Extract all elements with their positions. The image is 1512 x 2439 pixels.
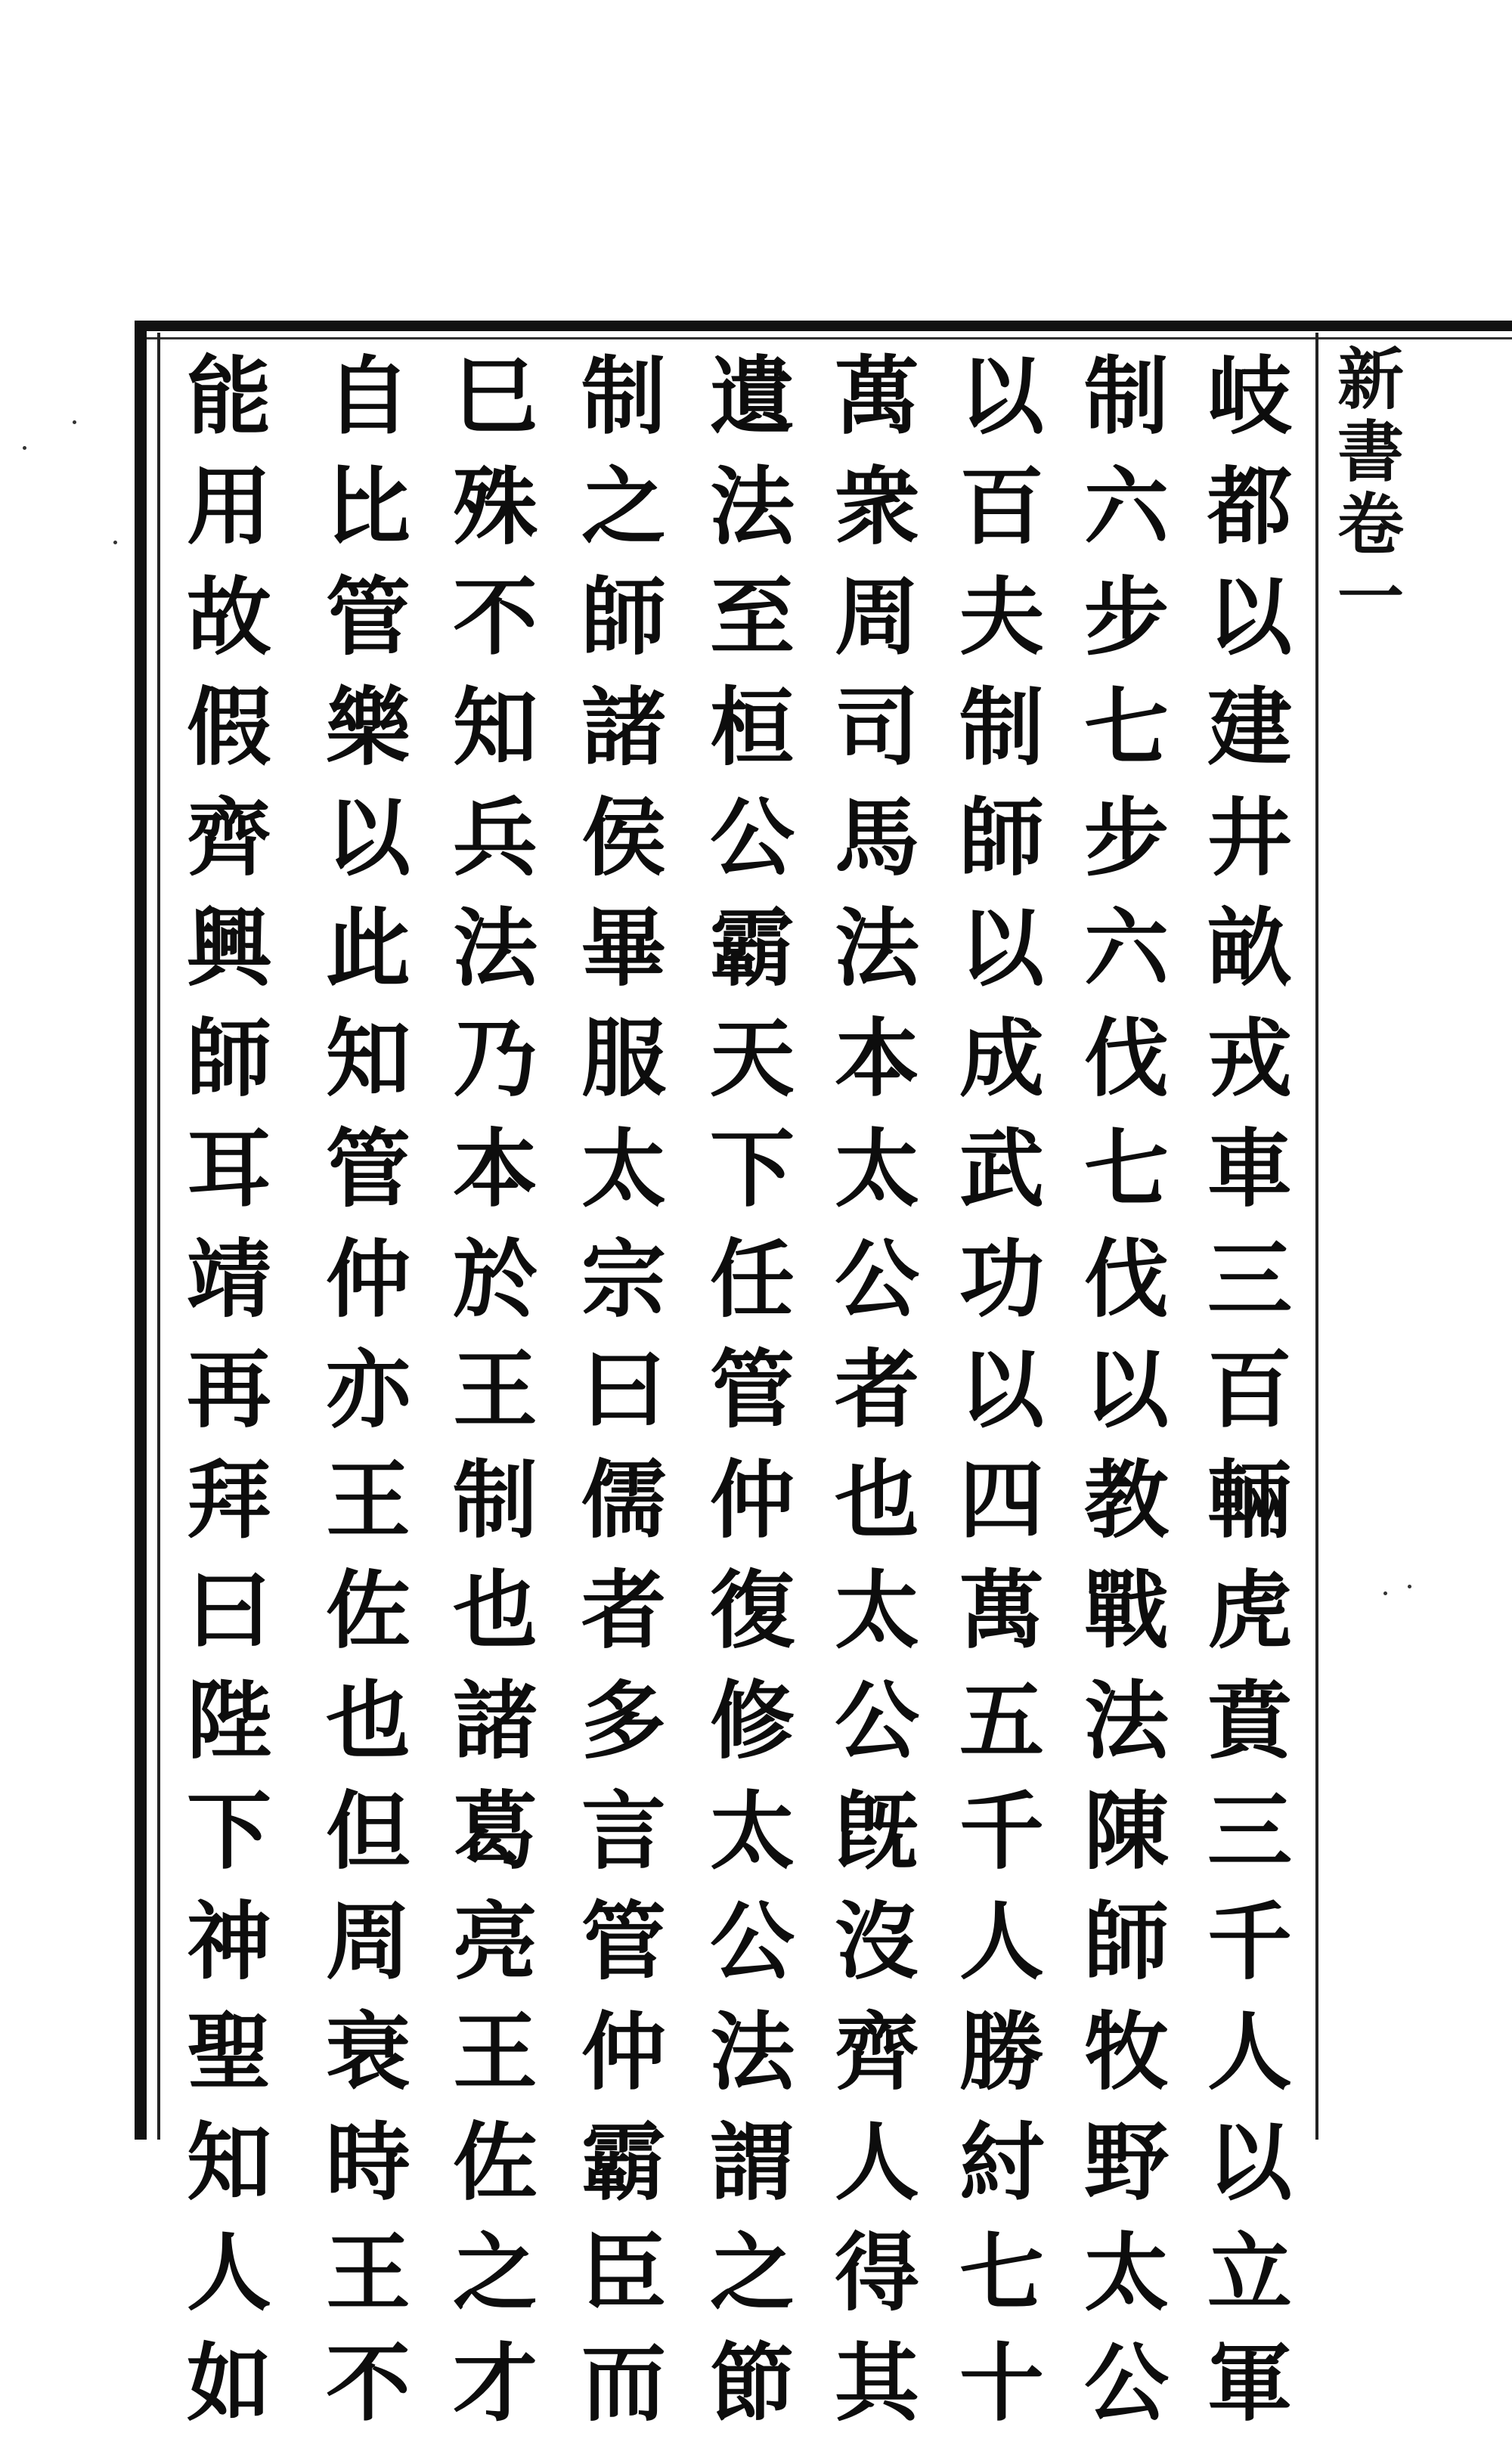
character: 才 (453, 2334, 538, 2433)
character: 佐 (326, 1561, 411, 1660)
character: 管 (581, 1892, 666, 1991)
character: 步 (1084, 568, 1169, 667)
character: 馬 (835, 789, 919, 888)
character: 三 (1207, 1230, 1292, 1329)
character: 神 (187, 1892, 271, 1991)
character: 法 (710, 457, 795, 556)
character: 言 (581, 1782, 666, 1881)
heading-column-rule (1315, 333, 1318, 2140)
character: 伐 (1084, 1230, 1169, 1329)
character: 諸 (581, 678, 666, 777)
character: 功 (959, 1230, 1044, 1329)
character: 仲 (581, 2003, 666, 2102)
character: 千 (959, 1782, 1044, 1881)
character: 沒 (835, 1892, 919, 1991)
character: 管 (710, 1340, 795, 1440)
character: 之 (710, 2224, 795, 2323)
character: 自 (326, 347, 411, 446)
character: 耳 (187, 1120, 271, 1219)
character: 也 (835, 1451, 919, 1550)
character: 霸 (710, 899, 795, 998)
character: 用 (187, 457, 271, 556)
character: 人 (187, 2224, 271, 2323)
character: 王 (326, 2224, 411, 2323)
text-column (172, 342, 286, 2439)
character: 樂 (326, 678, 411, 777)
character: 臣 (581, 2224, 666, 2323)
character: 制 (959, 678, 1044, 777)
character: 葛 (453, 1782, 538, 1881)
character: 司 (835, 678, 919, 777)
character: 太 (581, 1120, 666, 1219)
ink-speck (1408, 1585, 1411, 1588)
character: 戎 (1207, 1009, 1292, 1108)
character: 三 (1207, 1782, 1292, 1881)
character: 能 (187, 347, 271, 446)
character: 戰 (1084, 1561, 1169, 1660)
character: 陳 (1084, 1782, 1169, 1881)
character: 之 (581, 457, 666, 556)
character: 六 (1084, 899, 1169, 998)
character: 車 (1207, 1120, 1292, 1219)
character: 亮 (453, 1892, 538, 1991)
character: 萬 (835, 347, 919, 446)
character: 師 (581, 568, 666, 667)
character: 輛 (1207, 1451, 1292, 1550)
character: 乃 (453, 1009, 538, 1108)
character: 修 (710, 1672, 795, 1771)
character: 謂 (710, 2113, 795, 2212)
character: 管 (326, 1120, 411, 1219)
character: 者 (835, 1340, 919, 1440)
character: 本 (453, 1120, 538, 1219)
character: 夫 (959, 568, 1044, 667)
character: 桓 (710, 678, 795, 777)
character: 假 (187, 678, 271, 777)
character: 周 (326, 1892, 411, 1991)
character: 知 (187, 2113, 271, 2212)
character: 者 (581, 1561, 666, 1660)
character: 制 (453, 1451, 538, 1550)
character: 興 (187, 899, 271, 998)
character: 四 (959, 1451, 1044, 1550)
character: 人 (835, 2113, 919, 2212)
character: 紂 (959, 2113, 1044, 2212)
character: 太 (835, 1561, 919, 1660)
character: 再 (187, 1340, 271, 1440)
frame-left-inner-rule (157, 333, 160, 2140)
character: 仲 (710, 1451, 795, 1550)
character: 立 (1207, 2224, 1292, 2323)
character: 拜 (187, 1451, 271, 1550)
character: 靖 (187, 1230, 271, 1329)
character: 虎 (1207, 1561, 1292, 1660)
character: 下 (710, 1120, 795, 1219)
character: 以 (1207, 568, 1292, 667)
character: 畢 (581, 899, 666, 998)
ink-speck (73, 420, 76, 424)
character: 公 (710, 1892, 795, 1991)
character: 人 (1207, 2003, 1292, 2102)
character: 武 (959, 1120, 1044, 1219)
character: 制 (581, 347, 666, 446)
character: 宗 (581, 1230, 666, 1329)
character: 以 (959, 347, 1044, 446)
character: 儒 (581, 1451, 666, 1550)
character: 得 (835, 2224, 919, 2323)
character: 巳 (453, 347, 538, 446)
character: 太 (710, 1782, 795, 1881)
character: 旣 (835, 1782, 919, 1881)
character: 復 (710, 1561, 795, 1660)
character: 節 (710, 2334, 795, 2433)
character: 遺 (710, 347, 795, 446)
character: 都 (1207, 457, 1292, 556)
character: 陛 (187, 1672, 271, 1771)
character: 法 (835, 899, 919, 998)
page-heading: 新書卷一 (1327, 344, 1405, 634)
text-column (311, 342, 425, 2439)
character: 曰 (187, 1561, 271, 1660)
character: 六 (1084, 457, 1169, 556)
character: 公 (835, 1230, 919, 1329)
character: 不 (453, 568, 538, 667)
character: 仲 (326, 1230, 411, 1329)
text-column (438, 342, 552, 2439)
character: 師 (1084, 1892, 1169, 1991)
ink-speck (23, 446, 26, 450)
character: 以 (959, 1340, 1044, 1440)
character: 千 (1207, 1892, 1292, 1991)
character: 岐 (1207, 347, 1292, 446)
character: 任 (710, 1230, 795, 1329)
text-column (1193, 342, 1306, 2439)
character: 知 (453, 678, 538, 777)
character: 不 (326, 2334, 411, 2433)
character: 王 (326, 1451, 411, 1550)
character: 王 (453, 1340, 538, 1440)
character: 天 (710, 1009, 795, 1108)
text-column (1070, 342, 1183, 2439)
text-column (567, 342, 680, 2439)
character: 管 (326, 568, 411, 667)
character: 諸 (453, 1672, 538, 1771)
character: 牧 (1084, 2003, 1169, 2102)
character: 公 (710, 789, 795, 888)
character: 五 (959, 1672, 1044, 1771)
character: 太 (835, 1120, 919, 1219)
character: 王 (453, 2003, 538, 2102)
character: 周 (835, 568, 919, 667)
text-column (945, 342, 1058, 2439)
character: 法 (1084, 1672, 1169, 1771)
frame-top-inner-rule (147, 337, 1512, 339)
character: 井 (1207, 789, 1292, 888)
character: 亦 (326, 1340, 411, 1440)
character: 畝 (1207, 899, 1292, 998)
character: 公 (1084, 2334, 1169, 2433)
character: 至 (710, 568, 795, 667)
character: 伐 (1084, 1009, 1169, 1108)
character: 萬 (959, 1561, 1044, 1660)
character: 法 (710, 2003, 795, 2102)
character: 百 (1207, 1340, 1292, 1440)
character: 殊 (453, 457, 538, 556)
text-column (696, 342, 809, 2439)
text-column (820, 342, 934, 2439)
character: 七 (1084, 678, 1169, 777)
frame-left-border (135, 321, 147, 2140)
character: 時 (326, 2113, 411, 2212)
character: 其 (835, 2334, 919, 2433)
character: 下 (187, 1782, 271, 1881)
character: 師 (959, 789, 1044, 888)
character: 以 (1207, 2113, 1292, 2212)
character: 師 (187, 1009, 271, 1108)
ink-speck (1383, 1591, 1387, 1595)
character: 太 (1084, 2224, 1169, 2323)
character: 也 (453, 1561, 538, 1660)
character: 軍 (1207, 2334, 1292, 2433)
character: 成 (959, 1009, 1044, 1108)
character: 以 (326, 789, 411, 888)
character: 法 (453, 899, 538, 998)
character: 七 (959, 2224, 1044, 2323)
character: 建 (1207, 678, 1292, 777)
character: 勝 (959, 2003, 1044, 2102)
character: 七 (1084, 1120, 1169, 1219)
ink-speck (113, 541, 117, 544)
character: 而 (581, 2334, 666, 2433)
character: 如 (187, 2334, 271, 2433)
character: 知 (326, 1009, 411, 1108)
character: 曰 (581, 1340, 666, 1440)
character: 之 (453, 2224, 538, 2323)
character: 人 (959, 1892, 1044, 1991)
character: 齊 (187, 789, 271, 888)
character: 步 (1084, 789, 1169, 888)
character: 百 (959, 457, 1044, 556)
character: 野 (1084, 2113, 1169, 2212)
character: 本 (835, 1009, 919, 1108)
character: 聖 (187, 2003, 271, 2102)
character: 制 (1084, 347, 1169, 446)
frame-top-border (135, 321, 1512, 331)
character: 故 (187, 568, 271, 667)
character: 佐 (453, 2113, 538, 2212)
character: 多 (581, 1672, 666, 1771)
character: 衆 (835, 457, 919, 556)
character: 齊 (835, 2003, 919, 2102)
character: 以 (1084, 1340, 1169, 1440)
character: 比 (326, 457, 411, 556)
character: 衰 (326, 2003, 411, 2102)
character: 霸 (581, 2113, 666, 2212)
character: 此 (326, 899, 411, 998)
character: 也 (326, 1672, 411, 1771)
character: 侯 (581, 789, 666, 888)
character: 教 (1084, 1451, 1169, 1550)
character: 十 (959, 2334, 1044, 2433)
character: 服 (581, 1009, 666, 1108)
character: 於 (453, 1230, 538, 1329)
character: 但 (326, 1782, 411, 1881)
character: 以 (959, 899, 1044, 998)
character: 賁 (1207, 1672, 1292, 1771)
character: 兵 (453, 789, 538, 888)
character: 公 (835, 1672, 919, 1771)
